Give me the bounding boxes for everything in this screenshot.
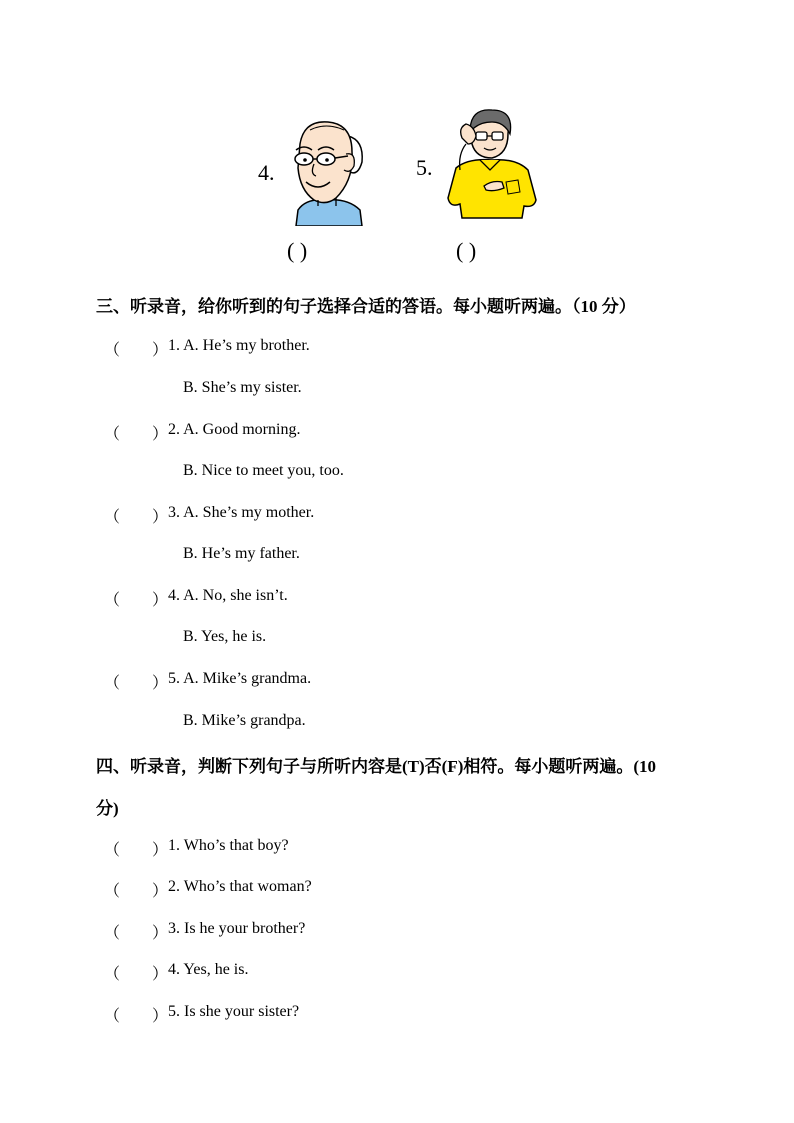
s4-item5-text: 5. Is she your sister? xyxy=(168,1003,300,1020)
s4-item2-paren-right: ） xyxy=(152,883,169,900)
s3-item4-option-b: B. Yes, he is. xyxy=(183,628,267,645)
s3-item3-question: 3. A. She’s my mother. xyxy=(168,504,315,521)
s4-item3-paren-left: （ xyxy=(104,925,121,942)
s3-item4-paren-left: （ xyxy=(104,592,121,609)
answer-blank-4[interactable]: ( ) xyxy=(287,238,308,263)
s3-item5-option-b: B. Mike’s grandpa. xyxy=(183,712,306,729)
picture-number-5: 5. xyxy=(416,155,433,180)
s3-item5-paren-left: （ xyxy=(104,675,121,692)
s4-item5-paren-right: ） xyxy=(152,1008,169,1025)
s3-item2-option-b: B. Nice to meet you, too. xyxy=(183,462,344,479)
s4-item5-paren-left: （ xyxy=(104,1008,121,1025)
answer-blank-5[interactable]: ( ) xyxy=(456,238,477,263)
s4-item3-paren-right: ） xyxy=(152,925,169,942)
s3-item5-question: 5. A. Mike’s grandma. xyxy=(168,670,312,687)
s3-item1-option-b: B. She’s my sister. xyxy=(183,379,302,396)
s3-item2-question: 2. A. Good morning. xyxy=(168,421,301,438)
s4-item2-paren-left: （ xyxy=(104,883,121,900)
picture-number-4: 4. xyxy=(258,160,275,185)
s3-item2-paren-left: （ xyxy=(104,426,121,443)
s3-item4-paren-right: ） xyxy=(152,592,169,609)
grandpa-portrait-icon xyxy=(286,114,366,226)
s4-item2-text: 2. Who’s that woman? xyxy=(168,878,312,895)
s3-item1-paren-right: ） xyxy=(152,342,169,359)
s4-item1-paren-left: （ xyxy=(104,842,121,859)
s3-item2-paren-right: ） xyxy=(152,426,169,443)
s3-item3-paren-right: ） xyxy=(152,509,169,526)
s4-item4-paren-left: （ xyxy=(104,966,121,983)
man-with-glasses-icon xyxy=(444,108,538,220)
s4-item4-paren-right: ） xyxy=(152,966,169,983)
s3-item5-paren-right: ） xyxy=(152,675,169,692)
s4-item4-text: 4. Yes, he is. xyxy=(168,961,249,978)
s3-item3-option-b: B. He’s my father. xyxy=(183,545,300,562)
section4-title-continued: 分) xyxy=(96,799,119,818)
s4-item1-paren-right: ） xyxy=(152,842,169,859)
section4-title: 四、听录音，判断下列句子与所听内容是(T)否(F)相符。每小题听两遍。(10 xyxy=(96,757,657,776)
section3-title: 三、听录音，给你听到的句子选择合适的答语。每小题听两遍。（10 分） xyxy=(96,297,636,316)
s4-item1-text: 1. Who’s that boy? xyxy=(168,837,289,854)
s3-item4-question: 4. A. No, she isn’t. xyxy=(168,587,288,604)
s3-item1-question: 1. A. He’s my brother. xyxy=(168,337,310,354)
s4-item3-text: 3. Is he your brother? xyxy=(168,920,306,937)
s3-item1-paren-left: （ xyxy=(104,342,121,359)
s3-item3-paren-left: （ xyxy=(104,509,121,526)
